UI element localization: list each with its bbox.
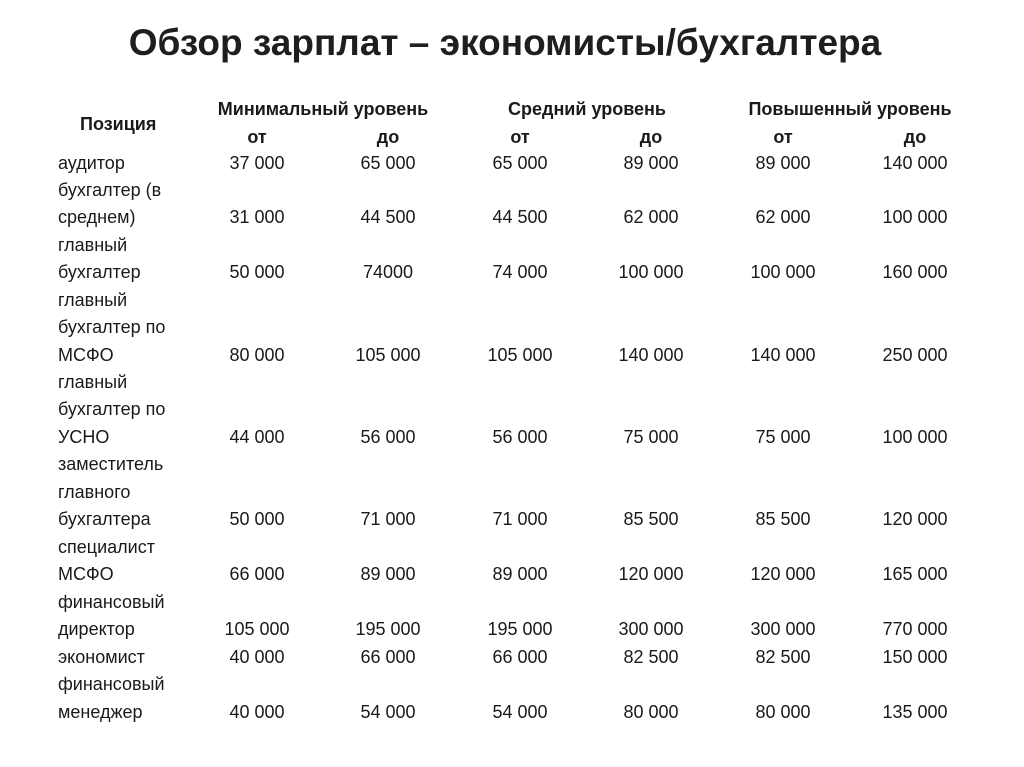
salary-cell-high-to: 165 000: [882, 564, 948, 584]
salary-cell-high-from: 82 500: [755, 647, 811, 667]
position-label-line: специалист: [58, 537, 155, 557]
salary-cell-mid-to: 89 000: [623, 153, 679, 173]
position-label-line: главного: [58, 482, 131, 502]
salary-cell-high-from: 140 000: [750, 345, 816, 365]
salary-cell-high-to: 250 000: [882, 345, 948, 365]
salary-cell-mid-to: 62 000: [623, 207, 679, 227]
salary-cell-min-to: 66 000: [360, 647, 416, 667]
salary-cell-mid-from: 195 000: [487, 619, 553, 639]
salary-cell-mid-from: 44 500: [492, 207, 548, 227]
salary-cell-mid-from: 89 000: [492, 564, 548, 584]
header-mid-from: от: [510, 127, 530, 147]
salary-cell-high-from: 120 000: [750, 564, 816, 584]
salary-cell-high-from: 100 000: [750, 262, 816, 282]
position-label-line: бухгалтер по: [58, 399, 166, 419]
salary-cell-mid-to: 300 000: [618, 619, 684, 639]
salary-cell-high-to: 140 000: [882, 153, 948, 173]
salary-cell-mid-to: 80 000: [623, 702, 679, 722]
salary-cell-mid-from: 54 000: [492, 702, 548, 722]
header-min-to: до: [376, 127, 400, 147]
position-label-line: МСФО: [58, 564, 114, 584]
salary-cell-high-from: 80 000: [755, 702, 811, 722]
page-title: Обзор зарплат – экономисты/бухгалтера: [128, 22, 882, 63]
salary-cell-min-from: 40 000: [229, 702, 285, 722]
position-label-line: бухгалтера: [58, 509, 151, 529]
salary-cell-min-from: 50 000: [229, 262, 285, 282]
salary-cell-mid-from: 74 000: [492, 262, 548, 282]
salary-cell-min-from: 37 000: [229, 153, 285, 173]
position-label-line: менеджер: [58, 702, 143, 722]
header-high-from: от: [773, 127, 793, 147]
salary-cell-mid-to: 140 000: [618, 345, 684, 365]
salary-cell-high-to: 100 000: [882, 207, 948, 227]
position-label-line: экономист: [58, 647, 145, 667]
salary-cell-high-from: 75 000: [755, 427, 811, 447]
salary-cell-high-to: 100 000: [882, 427, 948, 447]
salary-cell-high-from: 300 000: [750, 619, 816, 639]
salary-cell-high-to: 120 000: [882, 509, 948, 529]
salary-cell-mid-to: 100 000: [618, 262, 684, 282]
position-label-line: заместитель: [58, 454, 164, 474]
salary-cell-mid-to: 85 500: [623, 509, 679, 529]
salary-cell-min-from: 44 000: [229, 427, 285, 447]
header-group-min: Минимальный уровень: [217, 99, 429, 119]
position-label-line: бухгалтер (в: [58, 180, 162, 200]
salary-cell-high-to: 160 000: [882, 262, 948, 282]
salary-cell-min-to: 56 000: [360, 427, 416, 447]
salary-cell-mid-from: 56 000: [492, 427, 548, 447]
position-label-line: главный: [58, 372, 128, 392]
position-label-line: финансовый: [58, 674, 165, 694]
salary-cell-high-to: 135 000: [882, 702, 948, 722]
position-label-line: бухгалтер по: [58, 317, 166, 337]
salary-cell-high-to: 150 000: [882, 647, 948, 667]
salary-cell-high-from: 85 500: [755, 509, 811, 529]
header-group-mid: Средний уровень: [508, 99, 666, 119]
salary-cell-min-from: 31 000: [229, 207, 285, 227]
header-mid-to: до: [639, 127, 663, 147]
position-label-line: УСНО: [58, 427, 110, 447]
salary-cell-min-from: 50 000: [229, 509, 285, 529]
salary-cell-min-to: 74000: [362, 262, 414, 282]
position-label-line: среднем): [58, 207, 136, 227]
position-label-line: МСФО: [58, 345, 114, 365]
salary-cell-mid-to: 75 000: [623, 427, 679, 447]
salary-cell-min-from: 40 000: [229, 647, 285, 667]
salary-cell-min-from: 105 000: [224, 619, 290, 639]
header-position: Позиция: [80, 114, 157, 134]
salary-cell-min-to: 71 000: [360, 509, 416, 529]
salary-cell-min-from: 80 000: [229, 345, 285, 365]
position-label-line: директор: [58, 619, 135, 639]
salary-cell-min-to: 54 000: [360, 702, 416, 722]
salary-cell-min-to: 195 000: [355, 619, 421, 639]
salary-cell-min-to: 89 000: [360, 564, 416, 584]
salary-cell-min-from: 66 000: [229, 564, 285, 584]
position-label-line: аудитор: [58, 153, 125, 173]
salary-cell-high-from: 89 000: [755, 153, 811, 173]
salary-cell-mid-to: 120 000: [618, 564, 684, 584]
header-group-high: Повышенный уровень: [748, 99, 952, 119]
salary-cell-mid-from: 66 000: [492, 647, 548, 667]
salary-cell-min-to: 105 000: [355, 345, 421, 365]
position-label-line: главный: [58, 235, 128, 255]
salary-cell-high-from: 62 000: [755, 207, 811, 227]
salary-cell-mid-to: 82 500: [623, 647, 679, 667]
salary-cell-min-to: 65 000: [360, 153, 416, 173]
position-label-line: финансовый: [58, 592, 165, 612]
salary-cell-mid-from: 65 000: [492, 153, 548, 173]
header-high-to: до: [903, 127, 927, 147]
position-label-line: бухгалтер: [58, 262, 141, 282]
salary-cell-min-to: 44 500: [360, 207, 416, 227]
salary-cell-mid-from: 105 000: [487, 345, 553, 365]
salary-cell-mid-from: 71 000: [492, 509, 548, 529]
position-label-line: главный: [58, 290, 128, 310]
salary-cell-high-to: 770 000: [882, 619, 948, 639]
header-min-from: от: [247, 127, 267, 147]
